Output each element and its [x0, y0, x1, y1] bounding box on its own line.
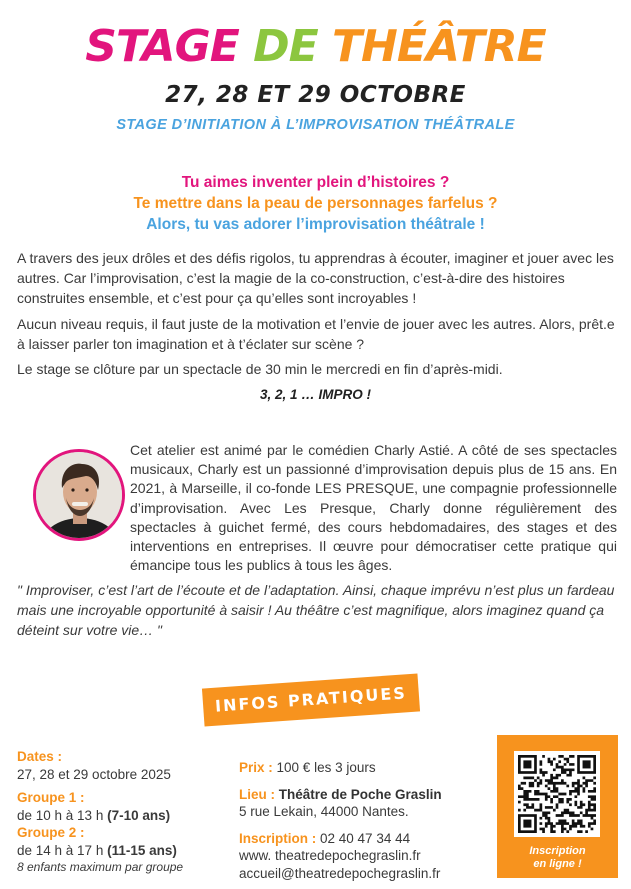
group2-ages: (11-15 ans) — [107, 842, 177, 858]
place-name: Théâtre de Poche Graslin — [278, 786, 442, 802]
website-link[interactable]: www. theatredepochegraslin.fr — [239, 848, 421, 863]
title-word-theatre: THÉÂTRE — [332, 21, 546, 72]
group1-hours: de 10 h à 13 h — [17, 807, 104, 823]
schedule-column — [17, 748, 227, 877]
dates-label: Dates : — [17, 749, 63, 764]
signup-label: Inscription : — [239, 830, 317, 846]
animator-photo — [33, 449, 125, 541]
group1-ages: (7-10 ans) — [107, 807, 171, 823]
place-row — [239, 786, 489, 821]
place-label: Lieu : — [239, 786, 275, 802]
price-row — [239, 759, 489, 777]
qr-code[interactable] — [514, 751, 600, 837]
hook-line-3: Alors, tu vas adorer l’improvisation théâtrale ! — [146, 216, 485, 233]
impro-tagline: 3, 2, 1 … IMPRO ! — [259, 387, 372, 402]
intro-paragraph-2: Aucun niveau requis, il faut juste de la motivation et l’envie de jouer avec les autres. Alors, prêt.e à laisser parler ton imagination et à t’éclater sur scène ? — [17, 316, 615, 352]
online-signup-caption — [497, 845, 618, 871]
title-word-stage: STAGE — [85, 21, 239, 72]
hook-line-1: Tu aimes inventer plein d’histoires ? — [181, 174, 450, 191]
infos-banner: INFOS PRATIQUES — [202, 674, 420, 727]
signup-row — [239, 830, 489, 883]
event-dates: 27, 28 ET 29 OCTOBRE — [165, 82, 466, 108]
practical-column — [239, 759, 489, 882]
online-signup-box[interactable] — [497, 735, 618, 878]
email-link[interactable]: accueil@theatredepochegraslin.fr — [239, 865, 441, 881]
group1-label: Groupe 1 : — [17, 790, 85, 805]
hook-questions — [0, 172, 631, 235]
qr-code-icon — [518, 755, 596, 833]
group2-label: Groupe 2 : — [17, 825, 85, 840]
price-value: 100 € les 3 jours — [276, 760, 376, 775]
qr-caption-line-2: en ligne ! — [533, 858, 582, 870]
hook-line-2: Te mettre dans la peau de personnages farfelus ? — [133, 195, 498, 212]
dates-value: 27, 28 et 29 octobre 2025 — [17, 766, 171, 782]
subtitle: STAGE D’INITIATION À L’IMPROVISATION THÉÂTRALE — [116, 117, 515, 133]
group1-info — [17, 807, 227, 825]
group2-info — [17, 842, 227, 860]
group2-hours: de 14 h à 17 h — [17, 842, 104, 858]
signup-phone[interactable]: 02 40 47 34 44 — [320, 830, 411, 846]
intro-paragraph-1: A travers des jeux drôles et des défis rigolos, tu apprendras à écouter, imaginer et jouer avec les autres. Car l’improvisation, c’est la magie de la co-construction, c’est-à-dire des histoires construites ensemble, et c’est pour ça qu’elles sont incroyables ! — [17, 250, 614, 306]
intro-paragraph-3: Le stage se clôture par un spectacle de 30 min le mercredi en fin d’après-midi. — [17, 361, 503, 377]
animator-quote: " Improviser, c’est l’art de l’écoute et de l’adaptation. Ainsi, chaque imprévu n’est plus un fardeau mais une incroyable opportunité à saisir ! Au théâtre c’est magnifique, alors imaginez quand ça déteint sur votre vie… " — [17, 582, 615, 638]
title-word-de: DE — [253, 21, 318, 72]
group-capacity-note: 8 enfants maximum par groupe — [17, 860, 184, 874]
page-title — [0, 22, 631, 72]
qr-caption-line-1: Inscription — [529, 845, 586, 857]
person-illustration — [36, 452, 122, 538]
place-address: 5 rue Lekain, 44000 Nantes. — [239, 804, 409, 819]
animator-bio: Cet atelier est animé par le comédien Charly Astié. A côté de ses spectacles musicaux, Charly est un passionné d’improvisation depuis plus de 15 ans. En 2021, à Marseille, il co-fonde LES PRESQUE, une compagnie professionnelle d’improvisation. Avec Les Presque, Charly donne régulièrement des spectacles à guichet fermé, des cours hebdomadaires, des stages et des interventions en entreprises. Il œuvre pour démocratiser cette pratique qui émancipe tous les publics à tous les âges. — [130, 442, 617, 574]
price-label: Prix : — [239, 760, 273, 775]
